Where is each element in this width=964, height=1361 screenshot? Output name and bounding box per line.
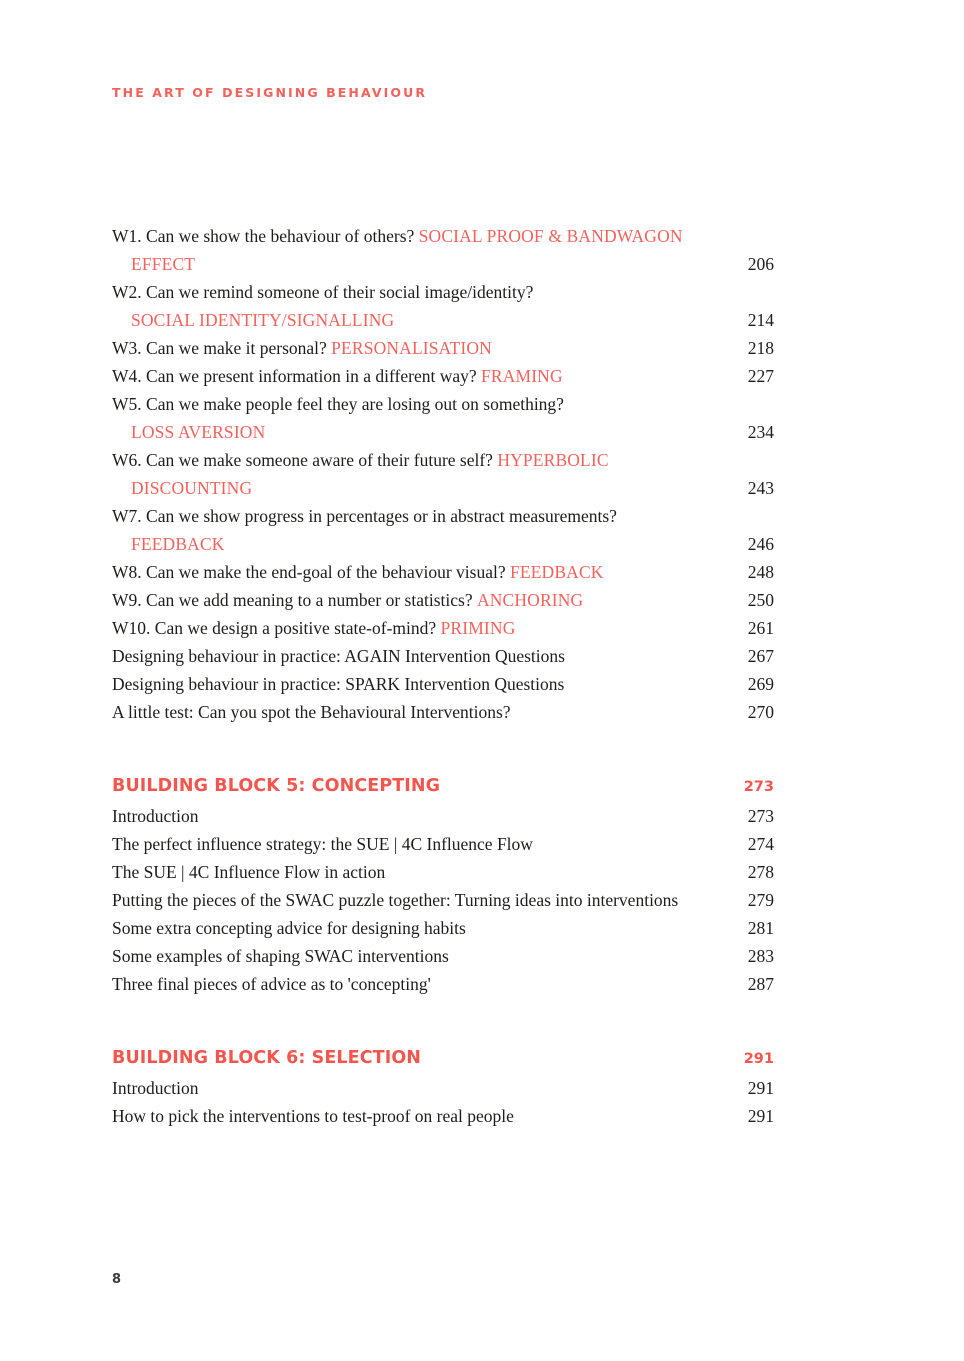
toc-entry-text: Designing behaviour in practice: SPARK Intervention Questions: [112, 674, 565, 694]
toc-page-number: 234: [747, 422, 774, 442]
toc-entry-line: [112, 802, 774, 830]
toc-page-number: 246: [747, 534, 774, 554]
toc-entry-bb5-examples[interactable]: [112, 942, 774, 970]
toc-page-number: 214: [747, 310, 774, 330]
toc-entry-text: The perfect influence strategy: the SUE | 4C Influence Flow: [112, 834, 533, 854]
toc-entry-text: W2. Can we remind someone of their social image/identity?: [112, 282, 534, 302]
toc-page-number: 250: [747, 590, 774, 610]
section-heading-building-block-5[interactable]: [112, 772, 774, 800]
toc-entry-text: Designing behaviour in practice: AGAIN Intervention Questions: [112, 646, 565, 666]
toc-entry-text: Some extra concepting advice for designing habits: [112, 918, 466, 938]
toc-entry-text: Putting the pieces of the SWAC puzzle together: Turning ideas into interventions: [112, 890, 679, 910]
toc-entry-line: [112, 1074, 774, 1102]
toc-page-number: 243: [747, 478, 774, 498]
toc-entry-term: FEEDBACK: [510, 562, 604, 582]
toc-entry-w6[interactable]: [112, 446, 774, 502]
toc-entry-term: SOCIAL PROOF & BANDWAGON: [418, 226, 683, 246]
section-heading-building-block-6[interactable]: [112, 1044, 774, 1072]
toc-entry-term-cont: DISCOUNTING: [131, 478, 253, 498]
toc-entry-term: FRAMING: [481, 366, 563, 386]
toc-entry-line: [112, 362, 774, 390]
toc-page-number: 283: [747, 946, 774, 966]
spacer: [112, 726, 774, 750]
toc-entry-continuation: [112, 306, 774, 334]
toc-entry-text: Three final pieces of advice as to 'concepting': [112, 974, 431, 994]
toc-entry-text: W4. Can we present information in a different way?: [112, 366, 481, 386]
toc-entry-bb5-extra-advice[interactable]: [112, 914, 774, 942]
toc-entry-term: PERSONALISATION: [331, 338, 492, 358]
toc-entry-bb5-three-final-pieces[interactable]: [112, 970, 774, 998]
toc-page-number: 287: [747, 974, 774, 994]
toc-entry-line: [112, 858, 774, 886]
toc-entry-little-test[interactable]: [112, 698, 774, 726]
toc-entry-text: The SUE | 4C Influence Flow in action: [112, 862, 386, 882]
toc-entry-line: [112, 642, 774, 670]
toc-entry-bb6-pick-interventions[interactable]: [112, 1102, 774, 1130]
toc-page-number: 279: [747, 890, 774, 910]
toc-page-number: 278: [747, 862, 774, 882]
toc-entry-spark[interactable]: [112, 670, 774, 698]
section-page-number: 273: [743, 779, 774, 795]
toc-entry-continuation: [112, 418, 774, 446]
toc-entry-bb6-introduction[interactable]: [112, 1074, 774, 1102]
section-heading-label: BUILDING BLOCK 6: SELECTION: [112, 1048, 422, 1068]
toc-entry-line: [112, 830, 774, 858]
toc-entry-w4[interactable]: [112, 362, 774, 390]
toc-entry-term: HYPERBOLIC: [497, 450, 609, 470]
running-header: THE ART OF DESIGNING BEHAVIOUR: [112, 85, 428, 100]
toc-entry-text: W8. Can we make the end-goal of the behaviour visual?: [112, 562, 510, 582]
toc-entry-text: Introduction: [112, 806, 199, 826]
toc-page-number: 269: [747, 674, 774, 694]
folio-page-number: 8: [112, 1272, 122, 1287]
toc-page-number: 261: [747, 618, 774, 638]
toc-entry-bb5-influence-flow[interactable]: [112, 830, 774, 858]
section-heading-label: BUILDING BLOCK 5: CONCEPTING: [112, 776, 441, 796]
toc-entry-text: W9. Can we add meaning to a number or statistics?: [112, 590, 477, 610]
toc-entry-w10[interactable]: [112, 614, 774, 642]
toc-entry-term-cont: FEEDBACK: [131, 534, 225, 554]
toc-entry-line: [112, 586, 774, 614]
toc-entry-w2[interactable]: [112, 278, 774, 334]
toc-entry-term-cont: EFFECT: [131, 254, 196, 274]
toc-entry-text: Introduction: [112, 1078, 199, 1098]
section-page-number: 291: [743, 1051, 774, 1067]
toc-page-number: 270: [747, 702, 774, 722]
toc-entry-w9[interactable]: [112, 586, 774, 614]
toc-page-number: 291: [747, 1106, 774, 1126]
toc-entry-line: [112, 614, 774, 642]
toc-page-number: 248: [747, 562, 774, 582]
toc-entry-again[interactable]: [112, 642, 774, 670]
toc-group-building-block-6: [112, 1074, 774, 1130]
toc-entry-w3[interactable]: [112, 334, 774, 362]
toc-page-number: 218: [747, 338, 774, 358]
toc-entry-w1[interactable]: [112, 222, 774, 278]
toc-entry-line: [112, 446, 774, 474]
toc-page-number: 273: [747, 806, 774, 826]
toc-entry-term-cont: SOCIAL IDENTITY/SIGNALLING: [131, 310, 395, 330]
toc-entry-text: W1. Can we show the behaviour of others?: [112, 226, 419, 246]
toc-entry-text: W5. Can we make people feel they are losing out on something?: [112, 394, 564, 414]
toc-page-number: 274: [747, 834, 774, 854]
toc-page-number: 281: [747, 918, 774, 938]
toc-page-number: 291: [747, 1078, 774, 1098]
toc-entry-w5[interactable]: [112, 390, 774, 446]
toc-entry-line: [112, 970, 774, 998]
toc-page-number: 267: [747, 646, 774, 666]
toc-entry-term: ANCHORING: [476, 590, 584, 610]
toc-entry-line: [112, 558, 774, 586]
toc-entry-continuation: [112, 530, 774, 558]
toc-entry-w7[interactable]: [112, 502, 774, 558]
toc-entry-text: Some examples of shaping SWAC interventions: [112, 946, 449, 966]
toc-entry-line: [112, 942, 774, 970]
toc-page-number: 206: [747, 254, 774, 274]
toc-group-building-block-5: [112, 802, 774, 998]
toc-entry-line: [112, 390, 774, 418]
toc-entry-continuation: [112, 250, 774, 278]
toc-entry-line: [112, 698, 774, 726]
toc-entry-line: [112, 670, 774, 698]
toc-entry-text: W7. Can we show progress in percentages or in abstract measurements?: [112, 506, 617, 526]
toc-entry-w8[interactable]: [112, 558, 774, 586]
toc-entry-text: W10. Can we design a positive state-of-mind?: [112, 618, 441, 638]
toc-entry-text: A little test: Can you spot the Behavioural Interventions?: [112, 702, 511, 722]
toc-entry-term-cont: LOSS AVERSION: [131, 422, 266, 442]
spacer: [112, 998, 774, 1022]
toc-entry-line: [112, 278, 774, 306]
toc-entry-text: W6. Can we make someone aware of their future self?: [112, 450, 498, 470]
table-of-contents: [112, 222, 774, 1130]
toc-entry-line: [112, 334, 774, 362]
toc-page-number: 227: [747, 366, 774, 386]
toc-entry-text: How to pick the interventions to test-proof on real people: [112, 1106, 514, 1126]
toc-entry-text: W3. Can we make it personal?: [112, 338, 332, 358]
toc-entry-line: [112, 222, 774, 250]
toc-entry-line: [112, 914, 774, 942]
toc-entry-continuation: [112, 474, 774, 502]
toc-entry-bb5-influence-flow-action[interactable]: [112, 858, 774, 886]
toc-entry-bb5-swac-puzzle[interactable]: [112, 886, 774, 914]
toc-group-w-questions: [112, 222, 774, 726]
toc-entry-bb5-introduction[interactable]: [112, 802, 774, 830]
toc-entry-term: PRIMING: [440, 618, 516, 638]
toc-entry-line: [112, 1102, 774, 1130]
toc-entry-line: [112, 502, 774, 530]
toc-entry-line: [112, 886, 774, 914]
